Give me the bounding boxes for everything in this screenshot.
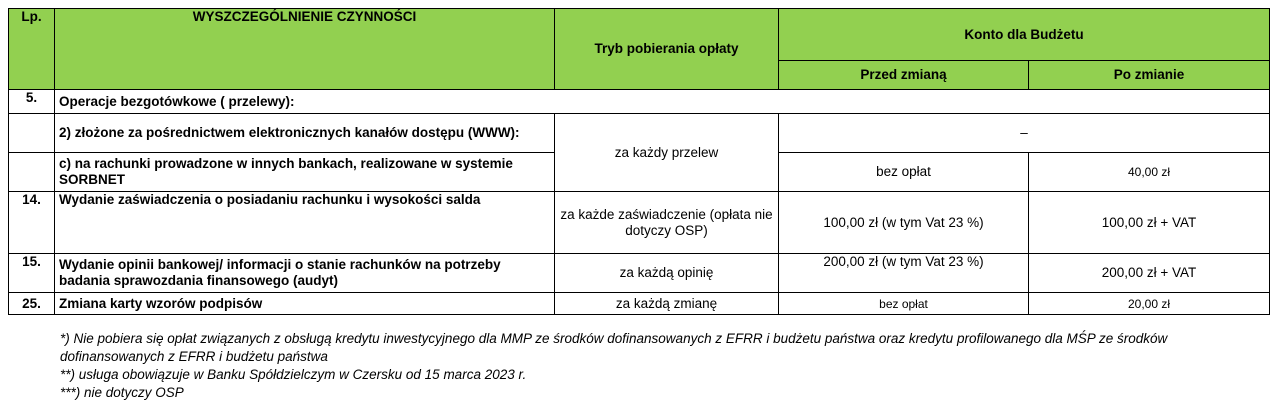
row-mode: za każdy przelew — [555, 114, 779, 192]
footnote: ***) nie dotyczy OSP — [60, 385, 184, 400]
header-activity: WYSZCZEGÓLNIENIE CZYNNOŚCI — [55, 9, 555, 90]
footnote: *) Nie pobiera się opłat związanych z obsługą kredytu inwestycyjnego dla MMP ze środków dofinansowanych z EFRR i budżetu państwa oraz kredytu profilowanego dla MŚP ze środków dofinansowanych z EFRR i budżetu państwa — [60, 331, 1168, 364]
fee-table — [8, 8, 1270, 315]
row-after: 200,00 zł + VAT — [1029, 254, 1270, 293]
row-lp: 14. — [9, 192, 55, 254]
header-lp: Lp. — [9, 9, 55, 90]
row-after: 100,00 zł + VAT — [1029, 192, 1270, 254]
row-mode: za każdą opinię — [555, 254, 779, 293]
row-lp-empty — [9, 153, 55, 192]
row-mode: za każdą zmianę — [555, 293, 779, 315]
row-lp: 25. — [9, 293, 55, 315]
row-lp: 5. — [9, 90, 55, 114]
row-lp: 15. — [9, 254, 55, 293]
row-after: 20,00 zł — [1029, 293, 1270, 315]
row-title: Wydanie zaświadczenia o posiadaniu rachunku i wysokości salda — [55, 192, 555, 254]
header-before: Przed zmianą — [779, 61, 1029, 90]
row-before: bez opłat — [779, 293, 1029, 315]
row-before: bez opłat — [779, 153, 1029, 192]
header-mode: Tryb pobierania opłaty — [555, 9, 779, 90]
footnotes — [60, 330, 1260, 402]
row-before: 200,00 zł (w tym Vat 23 %) — [779, 254, 1029, 293]
row-lp-empty — [9, 114, 55, 153]
row-title: c) na rachunki prowadzone w innych bankach, realizowane w systemie SORBNET — [55, 153, 555, 192]
row-value-merged: – — [779, 114, 1270, 153]
row-before: 100,00 zł (w tym Vat 23 %) — [779, 192, 1029, 254]
row-title: 2) złożone za pośrednictwem elektronicznych kanałów dostępu (WWW): — [55, 114, 555, 153]
footnote: **) usługa obowiązuje w Banku Spółdzielczym w Czersku od 15 marca 2023 r. — [60, 367, 527, 382]
row-mode: za każde zaświadczenie (opłata nie dotyczy OSP) — [555, 192, 779, 254]
header-account: Konto dla Budżetu — [779, 9, 1270, 61]
row-after: 40,00 zł — [1029, 153, 1270, 192]
row-title: Wydanie opinii bankowej/ informacji o stanie rachunków na potrzeby badania sprawozdania finansowego (audyt) — [55, 254, 555, 293]
header-after: Po zmianie — [1029, 61, 1270, 90]
row-title: Zmiana karty wzorów podpisów — [55, 293, 555, 315]
row-title: Operacje bezgotówkowe ( przelewy): — [55, 90, 1270, 114]
